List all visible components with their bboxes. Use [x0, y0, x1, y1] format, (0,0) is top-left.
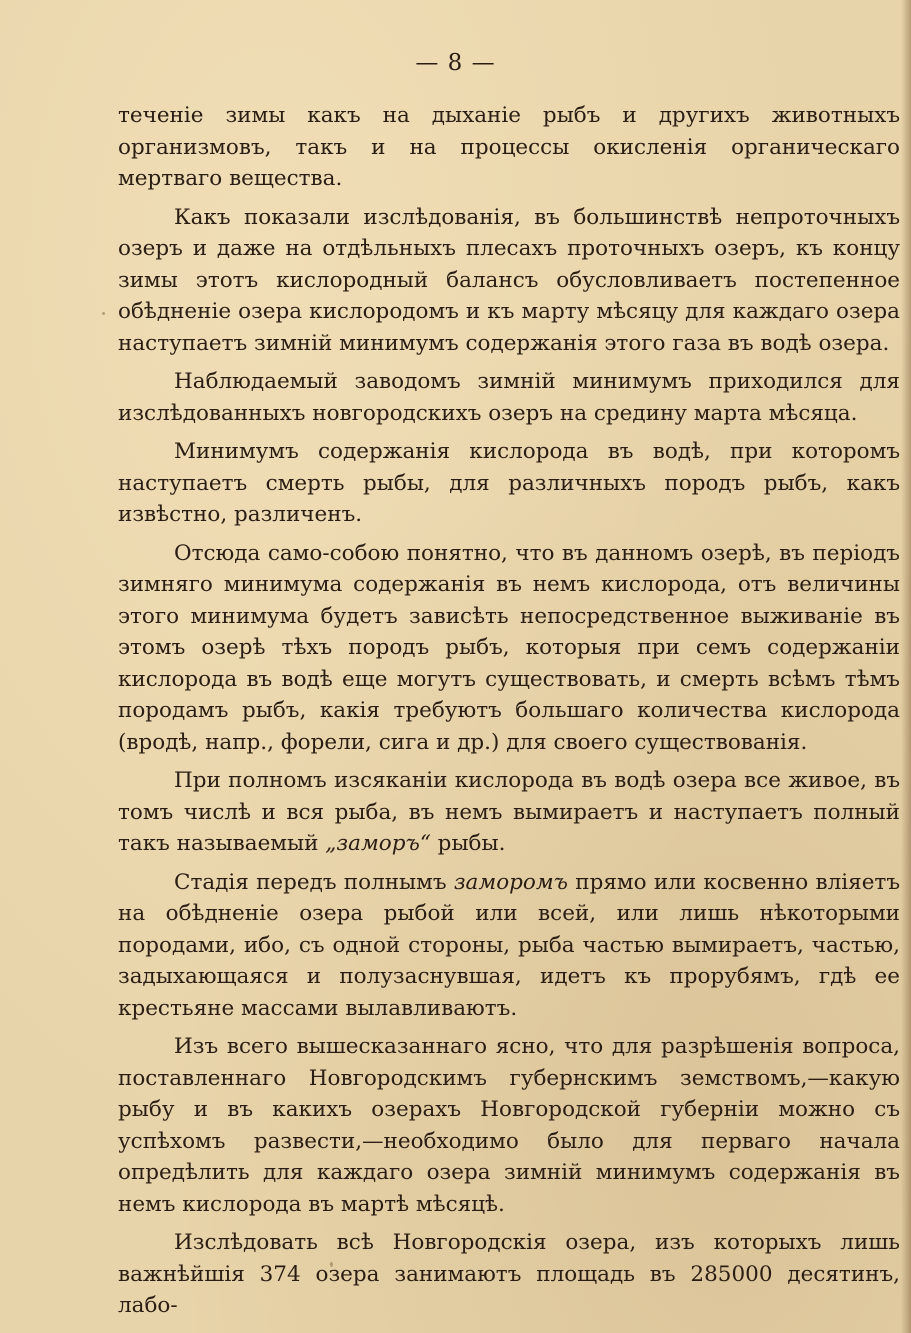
paragraph: Отсюда само-собою понятно, что въ данномъ озерѣ, въ періодъ зимняго минимума содержанія въ немъ кислорода, отъ величины этого минимума будетъ зависѣть непосредственное выживаніе въ этомъ озерѣ тѣхъ породъ рыбъ, которыя при семъ содержаніи кислорода въ водѣ еще могутъ существовать, и смерть всѣмъ тѣмъ породамъ рыбъ, какія требуютъ большаго количества кислорода (вродѣ, напр., форели, сига и др.) для своего существованія. [118, 540, 900, 755]
paper-speck [102, 312, 105, 315]
paragraph-continuation: теченіе зимы какъ на дыханіе рыбъ и другихъ животныхъ организмовъ, такъ и на процессы окисленія органическаго мертваго вещества. [118, 103, 900, 191]
paragraph: Наблюдаемый заводомъ зимній минимумъ приходился для изслѣдованныхъ новгородскихъ озеръ на средину марта мѣсяца. [118, 369, 900, 426]
page-number: — 8 — [415, 50, 496, 76]
body-text [118, 100, 900, 1329]
paper-speck [330, 1262, 333, 1267]
paragraph: Изъ всего вышесказаннаго ясно, что для разрѣшенія вопроса, поставленнаго Новгородскимъ губернскимъ земствомъ,—какую рыбу и въ какихъ озерахъ Новгородской губерніи можно съ успѣхомъ развести,—необходимо было для перваго начала опредѣлить для каждаго озера зимній минимумъ содержанія въ немъ кислорода въ мартѣ мѣсяцѣ. [118, 1034, 900, 1217]
paragraph: Минимумъ содержанія кислорода въ водѣ, при которомъ наступаетъ смерть рыбы, для различныхъ породъ рыбъ, какъ извѣстно, различенъ. [118, 439, 900, 527]
page-edge-shadow [901, 0, 911, 1333]
paragraph-text: При полномъ изсяканіи кислорода въ водѣ озера все живое, въ томъ числѣ и вся рыба, въ немъ вымираетъ и наступаетъ полный такъ называемый [118, 768, 900, 856]
emphasized-term: заморомъ [453, 869, 569, 895]
paragraph [118, 765, 900, 860]
paragraph-text: Стадія передъ полнымъ [174, 869, 454, 895]
paragraph: Изслѣдовать всѣ Новгородскія озера, изъ которыхъ лишь важнѣйшія 374 озера занимаютъ площадь въ 285000 десятинъ, лабо- [118, 1230, 900, 1318]
paragraph-text: прямо или косвенно вліяетъ на обѣдненіе озера рыбой или всей, или лишь нѣкоторыми породами, ибо, съ одной стороны, рыба частью вымираетъ, частью, задыхающаяся и полузаснувшая, идетъ къ прорубямъ, гдѣ ее крестьяне массами вылавливаютъ. [118, 869, 900, 1021]
paragraph-text: рыбы. [430, 831, 506, 856]
paragraph: Какъ показали изслѣдованія, въ большинствѣ непроточныхъ озеръ и даже на отдѣльныхъ плесахъ проточныхъ озеръ, къ концу зимы этотъ кислородный балансъ обусловливаетъ постепенное обѣдненіе озера кислородомъ и къ марту мѣсяцу для каждаго озера наступаетъ зимній минимумъ содержанія этого газа въ водѣ озера. [118, 204, 900, 356]
paragraph [118, 867, 900, 1025]
emphasized-term: „заморъ“ [325, 831, 431, 856]
